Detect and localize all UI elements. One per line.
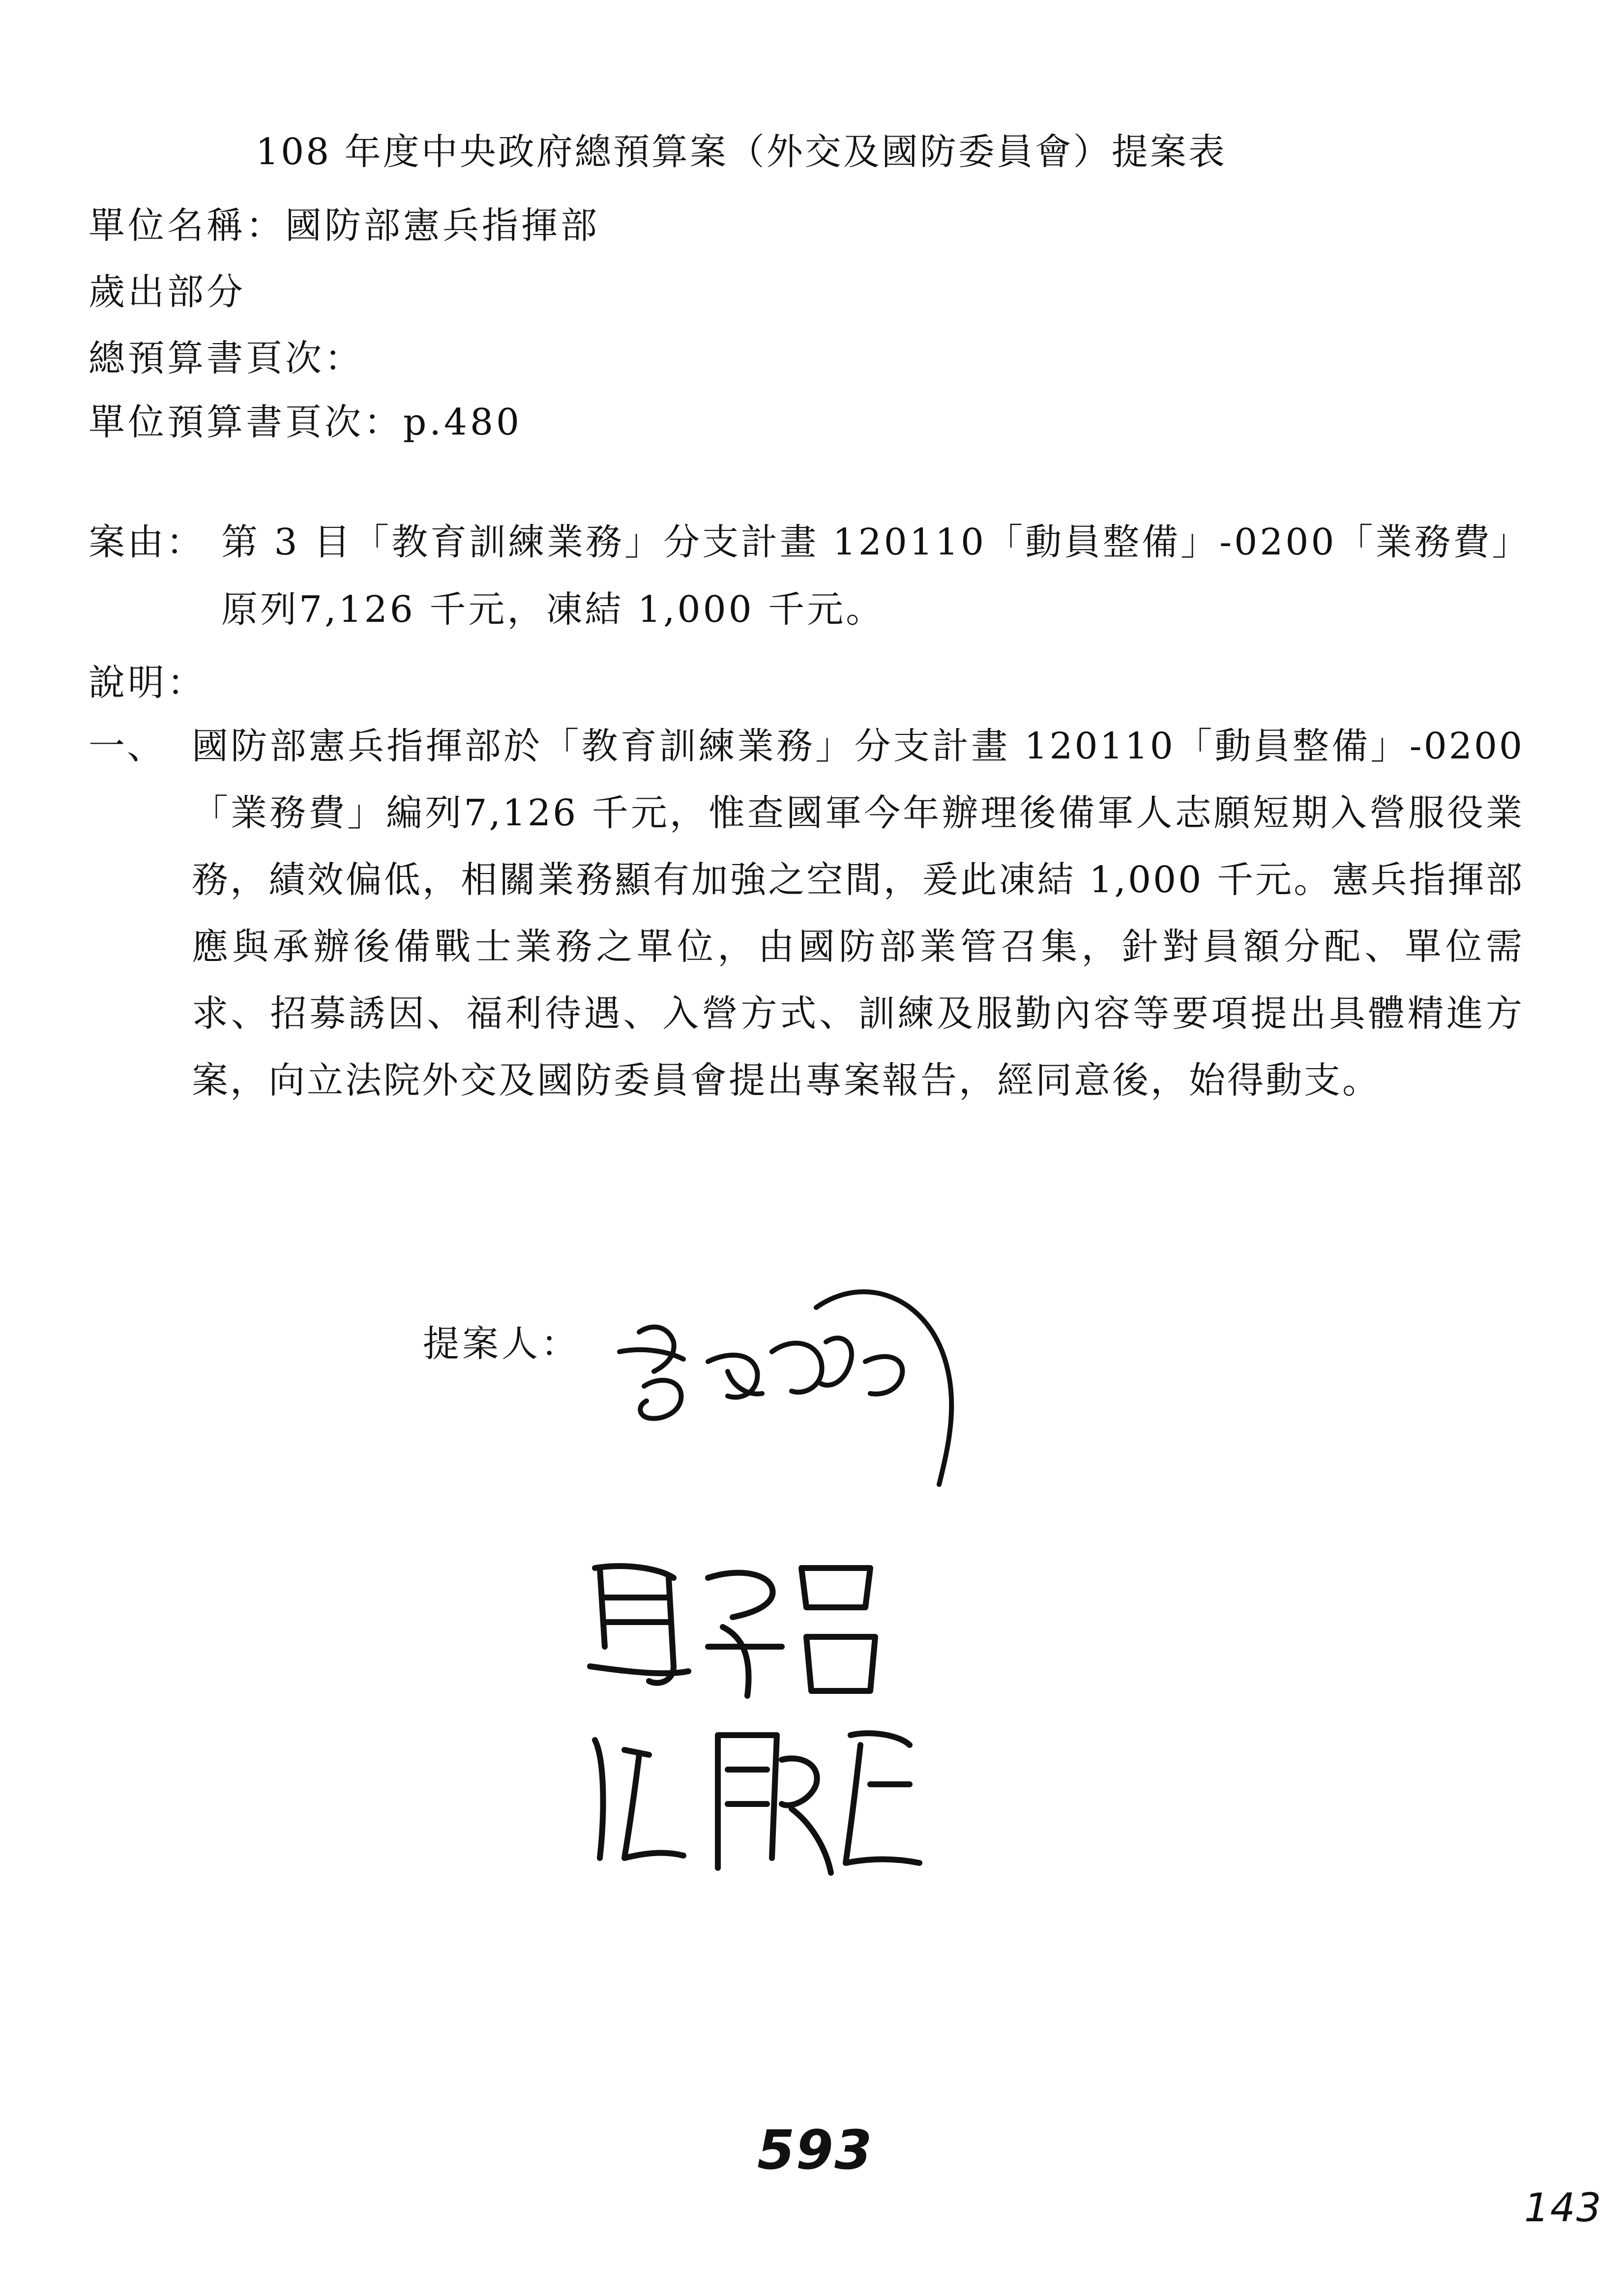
- signature-1: [610, 1278, 993, 1494]
- signature-2: [575, 1548, 890, 1715]
- signature-3: [575, 1715, 949, 1883]
- page-number-right: 143: [1524, 2185, 1602, 2231]
- description-label: 說明：: [89, 662, 207, 704]
- case-label: 案由：: [89, 521, 205, 563]
- page-number-center: 593: [757, 2119, 873, 2181]
- unit-name: 單位名稱：國防部憲兵指揮部: [89, 204, 600, 247]
- total-budget-page: 總預算書頁次：: [89, 337, 364, 379]
- case-text: 第 3 目「教育訓練業務」分支計畫 120110「動員整備」-0200「業務費」原列7,126 千元，凍結 1,000 千元。: [221, 521, 1531, 631]
- budget-section: 歲出部分: [89, 271, 246, 313]
- description-item: [89, 713, 1524, 1114]
- case-block: [89, 509, 1539, 643]
- unit-budget-page: 單位預算書頁次：p.480: [89, 401, 523, 443]
- document-title: 108 年度中央政府總預算案（外交及國防委員會）提案表: [256, 131, 1227, 173]
- proposer-label: 提案人：: [423, 1323, 580, 1365]
- description-item-number: 一、: [89, 725, 165, 767]
- description-item-text: 國防部憲兵指揮部於「教育訓練業務」分支計畫 120110「動員整備」-0200「業務費」編列7,126 千元，惟查國軍今年辦理後備軍人志願短期入營服役業務，績效偏低，相關業務顯有加強之空間，爰此凍結 1,000 千元。憲兵指揮部應與承辦後備戰士業務之單位，由國防部業管召集，針對員額分配、單位需求、招募誘因、福利待遇、入營方式、訓練及服勤內容等要項提出具體精進方案，向立法院外交及國防委員會提出專案報告，經同意後，始得動支。: [192, 725, 1524, 1102]
